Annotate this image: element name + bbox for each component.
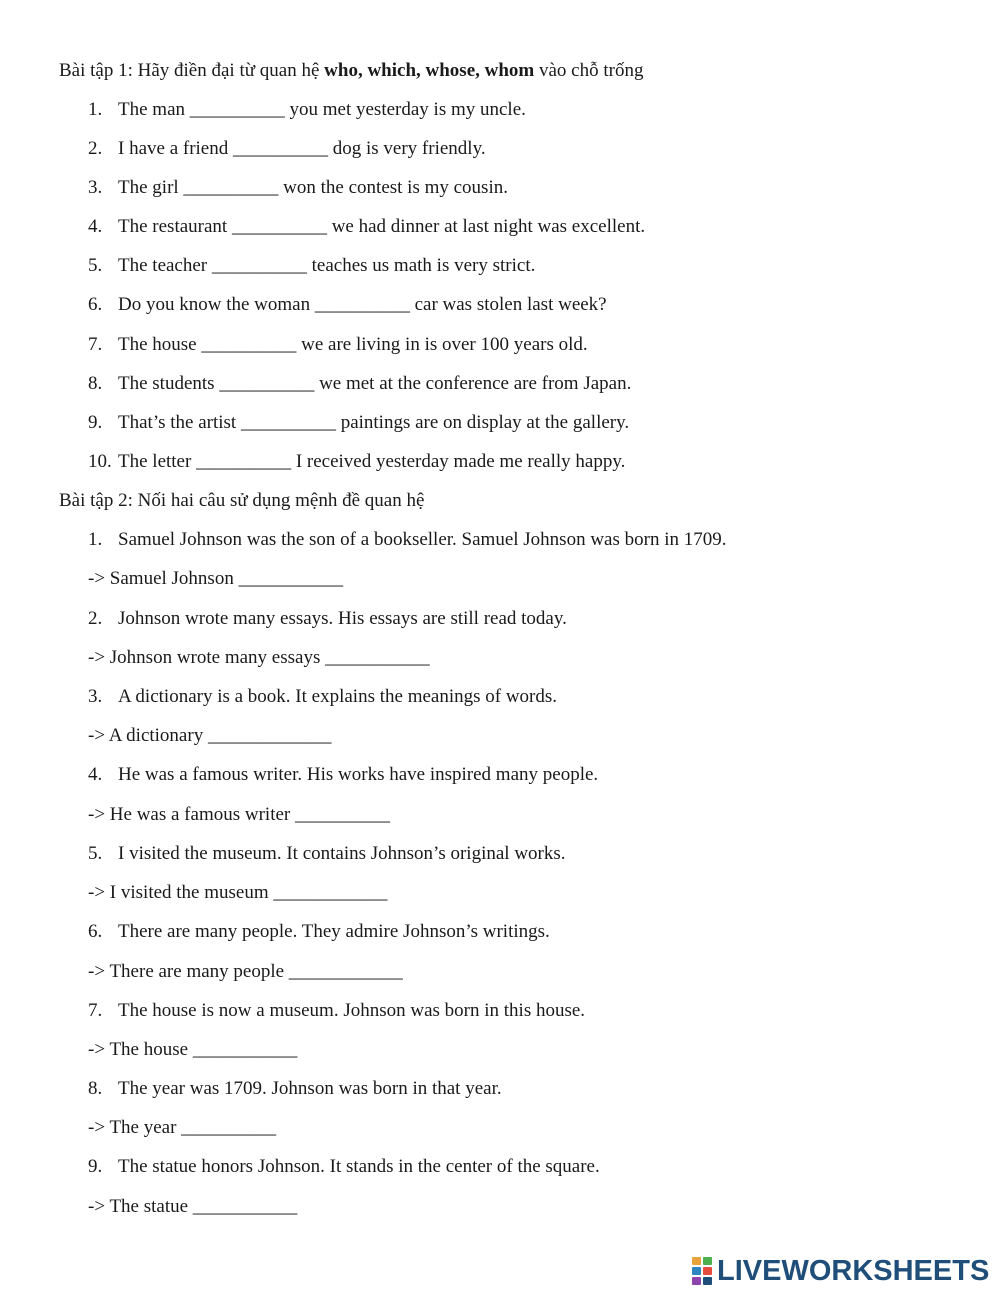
exercise2-answer[interactable]: -> A dictionary _____________ — [88, 725, 332, 746]
exercise2-item: 1. Samuel Johnson was the son of a bookseller. Samuel Johnson was born in 1709. — [88, 529, 727, 550]
exercise2-answer[interactable]: -> The house ___________ — [88, 1039, 298, 1060]
exercise2-item: 3. A dictionary is a book. It explains the meanings of words. — [88, 686, 558, 707]
exercise2-answer[interactable]: -> The statue ___________ — [88, 1196, 298, 1217]
exercise2-item: 5. I visited the museum. It contains Johnson’s original works. — [88, 843, 566, 864]
exercise2-item: 4. He was a famous writer. His works have inspired many people. — [88, 764, 599, 785]
exercise1-item[interactable]: 7. The house __________ we are living in is over 100 years old. — [88, 334, 588, 355]
exercise2-item: 6. There are many people. They admire Johnson’s writings. — [88, 921, 550, 942]
exercise1-item[interactable]: 2. I have a friend __________ dog is very friendly. — [88, 138, 486, 159]
liveworksheets-logo-icon — [692, 1257, 714, 1285]
exercise1-item[interactable]: 1. The man __________ you met yesterday is my uncle. — [88, 99, 526, 120]
exercise2-item: 9. The statue honors Johnson. It stands in the center of the square. — [88, 1156, 600, 1177]
exercise2-answer[interactable]: -> The year __________ — [88, 1117, 277, 1138]
liveworksheets-brand: LIVEWORKSHEETS — [717, 1254, 990, 1287]
exercise2-answer[interactable]: -> I visited the museum ____________ — [88, 882, 388, 903]
exercise1-item[interactable]: 8. The students __________ we met at the conference are from Japan. — [88, 373, 632, 394]
exercise2-title: Bài tập 2: Nối hai câu sử dụng mệnh đề quan hệ — [59, 490, 425, 511]
exercise1-title: Bài tập 1: Hãy điền đại từ quan hệ who, which, whose, whom vào chỗ trống — [59, 60, 644, 81]
exercise1-item[interactable]: 9. That’s the artist __________ paintings are on display at the gallery. — [88, 412, 630, 433]
exercise2-answer[interactable]: -> There are many people ____________ — [88, 961, 403, 982]
exercise1-item[interactable]: 10. The letter __________ I received yesterday made me really happy. — [88, 451, 626, 472]
exercise1-item[interactable]: 6. Do you know the woman __________ car was stolen last week? — [88, 294, 607, 315]
exercise1-item[interactable]: 4. The restaurant __________ we had dinner at last night was excellent. — [88, 216, 646, 237]
exercise2-answer[interactable]: -> Samuel Johnson ___________ — [88, 568, 344, 589]
exercise2-answer[interactable]: -> Johnson wrote many essays ___________ — [88, 647, 430, 668]
exercise2-item: 7. The house is now a museum. Johnson was born in this house. — [88, 1000, 586, 1021]
liveworksheets-logo[interactable] — [692, 1254, 989, 1288]
exercise2-item: 2. Johnson wrote many essays. His essays are still read today. — [88, 608, 567, 629]
exercise2-item: 8. The year was 1709. Johnson was born in that year. — [88, 1078, 502, 1099]
exercise1-item[interactable]: 5. The teacher __________ teaches us math is very strict. — [88, 255, 536, 276]
exercise1-item[interactable]: 3. The girl __________ won the contest is my cousin. — [88, 177, 508, 198]
exercise2-answer[interactable]: -> He was a famous writer __________ — [88, 804, 390, 825]
